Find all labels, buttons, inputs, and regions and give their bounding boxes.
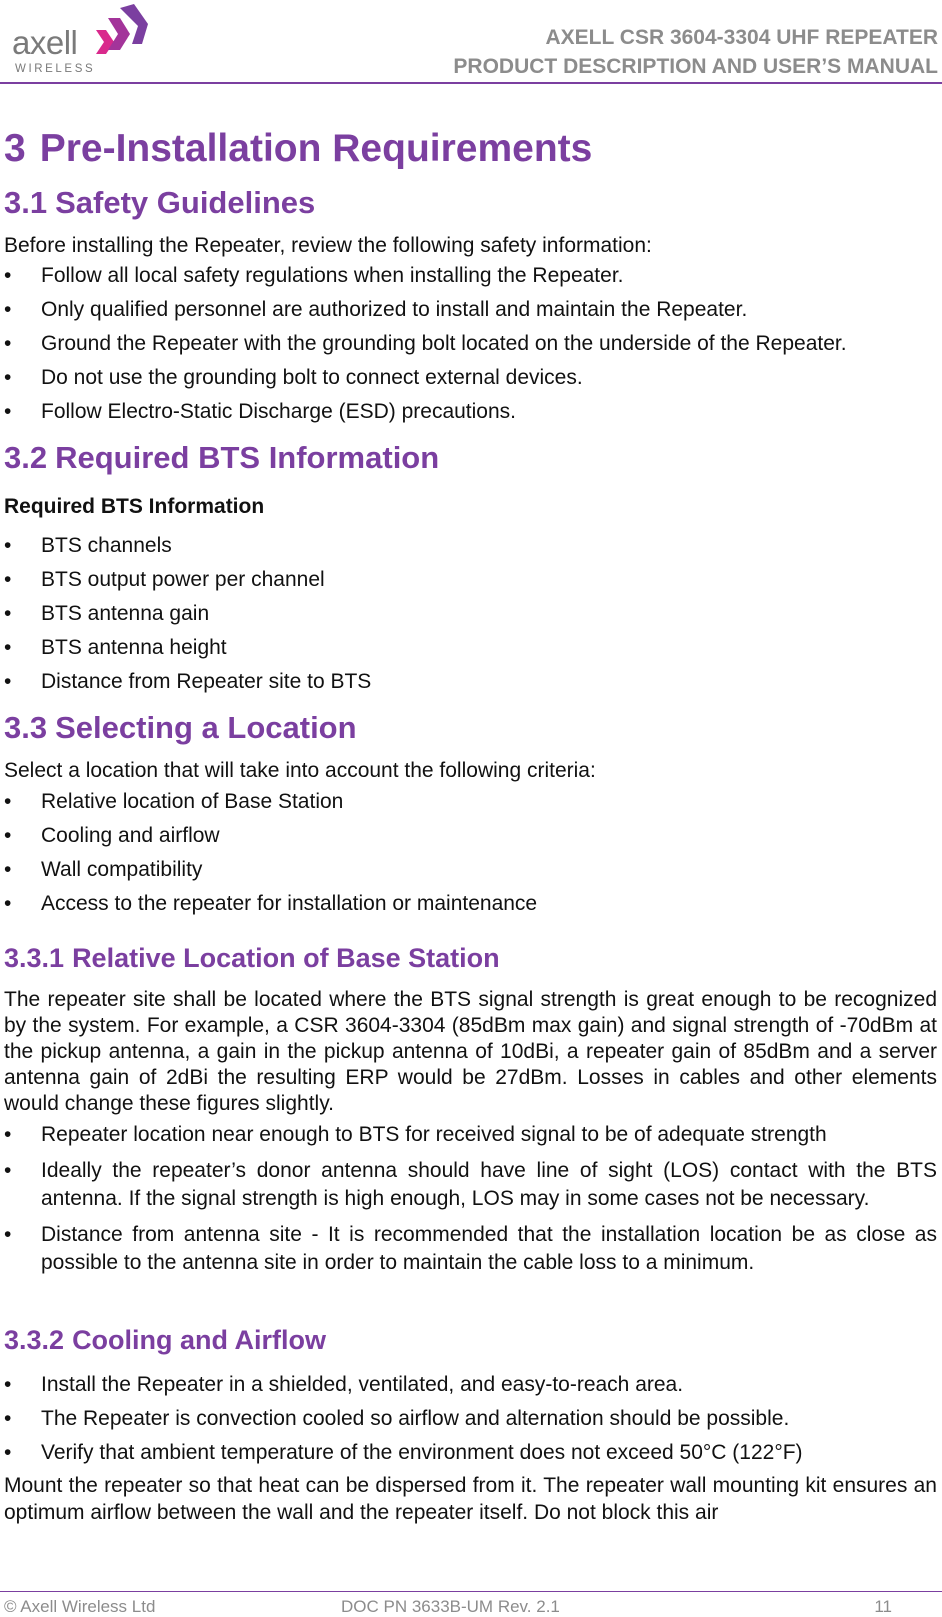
list-item: • Do not use the grounding bolt to connect external devices. [0,366,937,390]
footer-copyright: © Axell Wireless Ltd [4,1597,156,1616]
logo-subtitle: WIRELESS [15,63,96,75]
location-intro: Select a location that will take into account the following criteria: [4,759,596,782]
list-item: • Follow Electro-Static Discharge (ESD) precautions. [0,400,937,424]
list-item: • Distance from Repeater site to BTS [0,670,937,694]
list-item: • Wall compatibility [0,858,937,882]
logo-chevrons-icon [94,2,158,64]
list-item: • BTS channels [0,534,937,558]
chapter-title: Pre-Installation Requirements [39,127,593,170]
list-item: • Ideally the repeater’s donor antenna should have line of sight (LOS) contact with the BTS antenna. If the signal strength is high enough, LOS may in some cases not be necessary. [0,1157,937,1213]
list-item: • Verify that ambient temperature of the environment does not exceed 50°C (122°F) [0,1441,937,1465]
footer-divider [0,1591,942,1592]
list-item: • Follow all local safety regulations when installing the Repeater. [0,264,937,288]
section-title: Safety Guidelines [55,185,316,220]
list-item: • Relative location of Base Station [0,790,937,814]
cooling-paragraph: Mount the repeater so that heat can be dispersed from it. The repeater wall mounting kit ensures an optimum airflow between the wall and the repeater itself. Do not block this air [4,1474,937,1524]
safety-list [0,264,937,424]
section-number: 3.3 [4,710,48,745]
footer-page-number: 11 [874,1597,892,1616]
list-item: • BTS antenna height [0,636,937,660]
header-title: AXELL CSR 3604-3304 UHF REPEATER [545,26,938,49]
section-heading-3-3 [4,710,357,746]
list-item: • Distance from antenna site - It is recommended that the installation location be as close as possible to the antenna site in order to maintain the cable loss to a minimum. [0,1221,937,1277]
section-heading-3-2 [4,440,439,476]
chapter-heading [4,127,592,171]
company-logo [6,2,156,78]
footer-doc-number: DOC PN 3633B-UM Rev. 2.1 [341,1597,560,1616]
bts-list [0,534,937,694]
header-subtitle: PRODUCT DESCRIPTION AND USER’S MANUAL [453,55,938,78]
subsection-heading-3-3-1 [4,943,500,974]
cooling-list [0,1373,937,1465]
list-item: • BTS output power per channel [0,568,937,592]
list-item: • Only qualified personnel are authorized to install and maintain the Repeater. [0,298,937,322]
section-heading-3-1 [4,185,315,221]
list-item: • Repeater location near enough to BTS for received signal to be of adequate strength [0,1121,937,1149]
location-list [0,790,937,916]
section-number: 3.1 [4,185,48,220]
header-divider [0,82,942,84]
list-item: • The Repeater is convection cooled so airflow and alternation should be possible. [0,1407,937,1431]
list-item: • BTS antenna gain [0,602,937,626]
section-title: Selecting a Location [55,710,357,745]
subsection-title: Cooling and Airflow [72,1325,327,1355]
subsection-title: Relative Location of Base Station [72,943,500,973]
list-item: • Install the Repeater in a shielded, ventilated, and easy-to-reach area. [0,1373,937,1397]
bts-subheading: Required BTS Information [4,495,265,518]
subsection-number: 3.3.2 [4,1325,65,1355]
section-title: Required BTS Information [55,440,440,475]
section-number: 3.2 [4,440,48,475]
relative-location-list [0,1121,937,1277]
list-item: • Ground the Repeater with the grounding bolt located on the underside of the Repeater. [0,332,937,356]
list-item: • Cooling and airflow [0,824,937,848]
list-item: • Access to the repeater for installation or maintenance [0,892,937,916]
subsection-number: 3.3.1 [4,943,65,973]
subsection-heading-3-3-2 [4,1325,326,1356]
relative-location-paragraph: The repeater site shall be located where the BTS signal strength is great enough to be recognized by the system. For example, a CSR 3604-3304 (85dBm max gain) and signal strength of -70dBm at the pickup antenna, a gain in the pickup antenna of 10dBi, a repeater gain of 85dBm and a server antenna gain of 2dBi the resulting ERP would be 27dBm. Losses in cables and other elements would change these figures slightly. [4,988,937,1115]
logo-wordmark: axell [12,24,78,61]
safety-intro: Before installing the Repeater, review the following safety information: [4,234,652,257]
chapter-number: 3 [4,127,26,170]
